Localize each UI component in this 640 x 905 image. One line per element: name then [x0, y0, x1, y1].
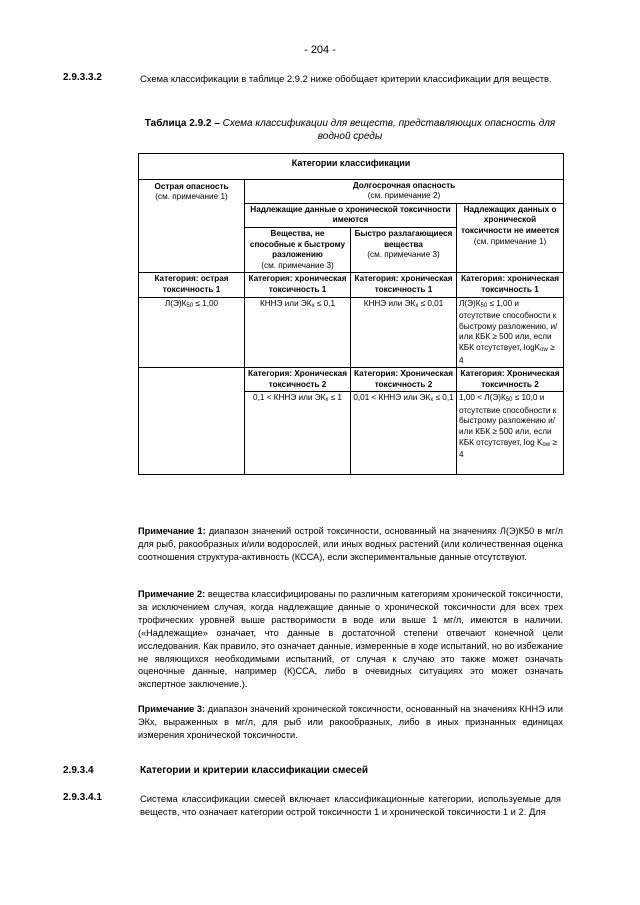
- table-caption-title: Схема классификации для веществ, представляющих опасность для водной среды: [222, 118, 556, 142]
- category-chronic-1-inadequate: Категория: хроническая токсичность 1: [457, 273, 564, 297]
- acute-hazard-cell: [139, 179, 245, 273]
- criteria-chronic-1-not-rapid: КННЭ или ЭКx ≤ 0,1: [245, 297, 351, 368]
- category-chronic-1-not-rapid: Категория: хроническая токсичность 1: [245, 273, 351, 297]
- section-title-2-9-3-4: Категории и критерии классификации смесей: [140, 765, 369, 776]
- note-1-text: диапазон значений острой токсичности, основанный на значениях Л(Э)К50 в мг/л для рыб, ракообразных и/или водорослей, или иных водных растений (или количественная оценка соотношения структура-активность (КССА), если экспериментальные данные отсутствуют.: [138, 526, 563, 562]
- table-caption-label: Таблица 2.9.2 –: [144, 118, 220, 129]
- rapidly-degradable-cell: [351, 227, 457, 272]
- section-text-2-9-3-4-1: Система классификации смесей включает классификационные категории, используемые для веществ, что означает категории острой токсичности 1 и хронической токсичности 1 и 2. Для: [140, 793, 561, 817]
- note-2-text: вещества классифицированы по различным категориям хронической токсичности, за исключением случая, когда надлежащие данные о хронической токсичности для всех трех трофических уровней выше растворимости в воде или выше 1 мг/л, имеются в наличии. («Надлежащие» означает, что данные в достаточной степени отвечают конечной цели исследования. Как правило, это означает данные, измеренные в ходе испытаний, но во избежание не являющихся необходимыми испытаний, от случая к случаю это также может означать оценочные данные, например (К)ССА, либо в очевидных ситуациях это может означать экспертное заключение.).: [138, 589, 564, 690]
- not-rapidly-degradable-cell: [245, 227, 351, 272]
- criteria-chronic-1-inadequate: Л(Э)К50 ≤ 1,00 и отсутствие способности к быстрому разложению, и/или КБК ≥ 500 или, если КБК отсутствует, logKow ≥ 4: [457, 297, 564, 368]
- note-2-label: Примечание 2:: [138, 589, 206, 599]
- adequate-data-cell: Надлежащие данные о хронической токсичности имеются: [245, 203, 457, 227]
- category-chronic-2-not-rapid: Категория: Хроническая токсичность 2: [245, 368, 351, 392]
- inadequate-data-title: Надлежащих данных о хронической токсичности не имеется: [461, 204, 560, 235]
- rapidly-degradable-note: (см. примечание 3): [367, 250, 440, 260]
- page-number: - 204 -: [304, 44, 336, 56]
- note-1-label: Примечание 1:: [138, 526, 206, 536]
- category-acute-1: Категория: острая токсичность 1: [139, 273, 245, 297]
- category-chronic-2-rapid: Категория: Хроническая токсичность 2: [351, 368, 457, 392]
- section-number-2-9-3-4: 2.9.3.4: [63, 765, 94, 776]
- category-chronic-2-inadequate: Категория: Хроническая токсичность 2: [457, 368, 564, 392]
- note-1: [138, 525, 563, 564]
- inadequate-data-note: (см. примечание 1): [473, 236, 547, 246]
- category-chronic-1-rapid: Категория: хроническая токсичность 1: [351, 273, 457, 297]
- classification-table: [138, 153, 564, 475]
- criteria-chronic-2-rapid: 0,01 < КННЭ или ЭКx ≤ 0,1: [351, 392, 457, 475]
- not-rapidly-degradable-title: Вещества, не способные к быстрому разложению: [249, 228, 346, 260]
- not-rapidly-degradable-note: (см. примечание 3): [261, 260, 334, 270]
- rapidly-degradable-title: Быстро разлагающиеся вещества: [354, 228, 453, 249]
- inadequate-data-cell: [457, 203, 564, 273]
- criteria-chronic-2-not-rapid: 0,1 < КННЭ или ЭКx ≤ 1: [245, 392, 351, 475]
- chronic-hazard-cell: [245, 179, 564, 203]
- section-number-2-9-3-4-1: 2.9.3.4.1: [63, 792, 102, 803]
- note-3-text: диапазон значений хронической токсичности, основанный на значениях КННЭ или ЭКx, выраженных в мг/л, для рыб или ракообразных, либо в иных признанных единицах измерения хронической токсичности.: [138, 704, 563, 740]
- chronic-hazard-title: Долгосрочная опасность: [352, 180, 456, 190]
- acute-hazard-note: (см. примечание 1): [155, 192, 228, 202]
- blank-cell: [139, 368, 245, 475]
- table-header: Категории классификации: [139, 154, 564, 180]
- criteria-chronic-1-rapid: КННЭ или ЭКx ≤ 0,01: [351, 297, 457, 368]
- chronic-hazard-note: (см. примечание 2): [367, 191, 441, 201]
- note-3: [138, 703, 563, 742]
- note-3-label: Примечание 3:: [138, 704, 206, 714]
- criteria-chronic-2-inadequate: 1,00 < Л(Э)К50 ≤ 10,0 и отсутствие способности к быстрому разложению и/или КБК ≥ 500 или, если КБК отсутствует, log Kow ≥ 4: [457, 392, 564, 475]
- acute-hazard-title: Острая опасность: [154, 181, 229, 191]
- table-caption: [140, 117, 560, 143]
- section-text-2-9-3-3-2: Схема классификации в таблице 2.9.2 ниже обобщает критерии классификации для веществ.: [140, 73, 552, 84]
- note-2: [138, 588, 563, 691]
- criteria-acute-1: Л(Э)К50 ≤ 1,00: [139, 297, 245, 368]
- section-number-2-9-3-3-2: 2.9.3.3.2: [63, 72, 102, 83]
